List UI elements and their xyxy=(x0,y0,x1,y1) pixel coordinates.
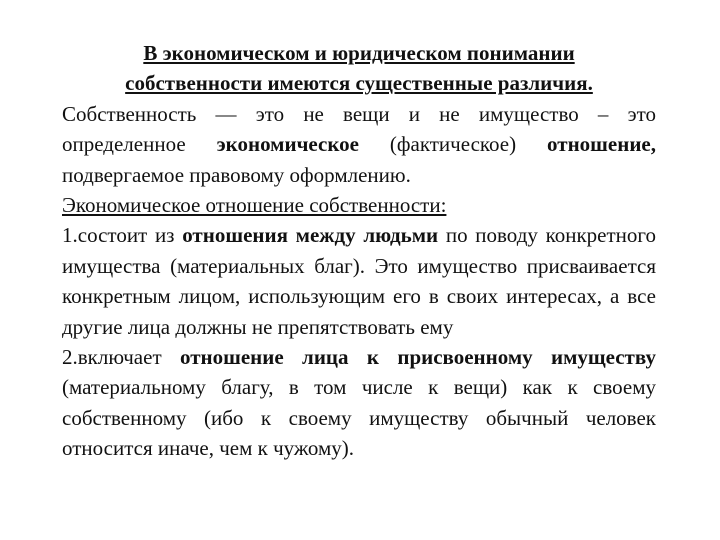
item1-rest: по поводу конкретного имущества (материальных благ). Это имущество присваивается конкретным лицом, использующим его в своих интересах, а все другие лица должны не препятствовать ему xyxy=(62,223,656,339)
title-line-1: В экономическом и юридическом понимании xyxy=(143,41,575,65)
item1-lead: 1.состоит из xyxy=(62,223,183,248)
definition-bold-relation: отношение, xyxy=(547,132,656,157)
definition-text-1: Собственность — это не вещи и не имущество – это определенное xyxy=(62,101,656,157)
slide-title xyxy=(62,38,656,99)
item2-bold: отношение лица к присвоенному имуществу xyxy=(179,345,656,370)
definition-text-3: подвергаемое правовому оформлению. xyxy=(62,162,411,187)
item2-lead: 2.включает xyxy=(62,345,180,370)
slide-content xyxy=(62,38,656,464)
title-line-2: собственности имеются существенные различия. xyxy=(125,71,593,96)
item1-bold: отношения между людьми xyxy=(182,223,439,248)
definition-paragraph xyxy=(62,99,656,190)
definition-bold-economic: экономическое xyxy=(216,132,359,157)
subheading: Экономическое отношение собственности: xyxy=(62,193,447,218)
definition-text-2: (фактическое) xyxy=(358,132,548,157)
item2-rest: (материальному благу, в том числе к вещи) как к своему собственному (ибо к своему имуществу обычный человек относится иначе, чем к чужому). xyxy=(62,375,656,461)
list-item-2 xyxy=(62,342,656,464)
list-item-1 xyxy=(62,220,656,342)
